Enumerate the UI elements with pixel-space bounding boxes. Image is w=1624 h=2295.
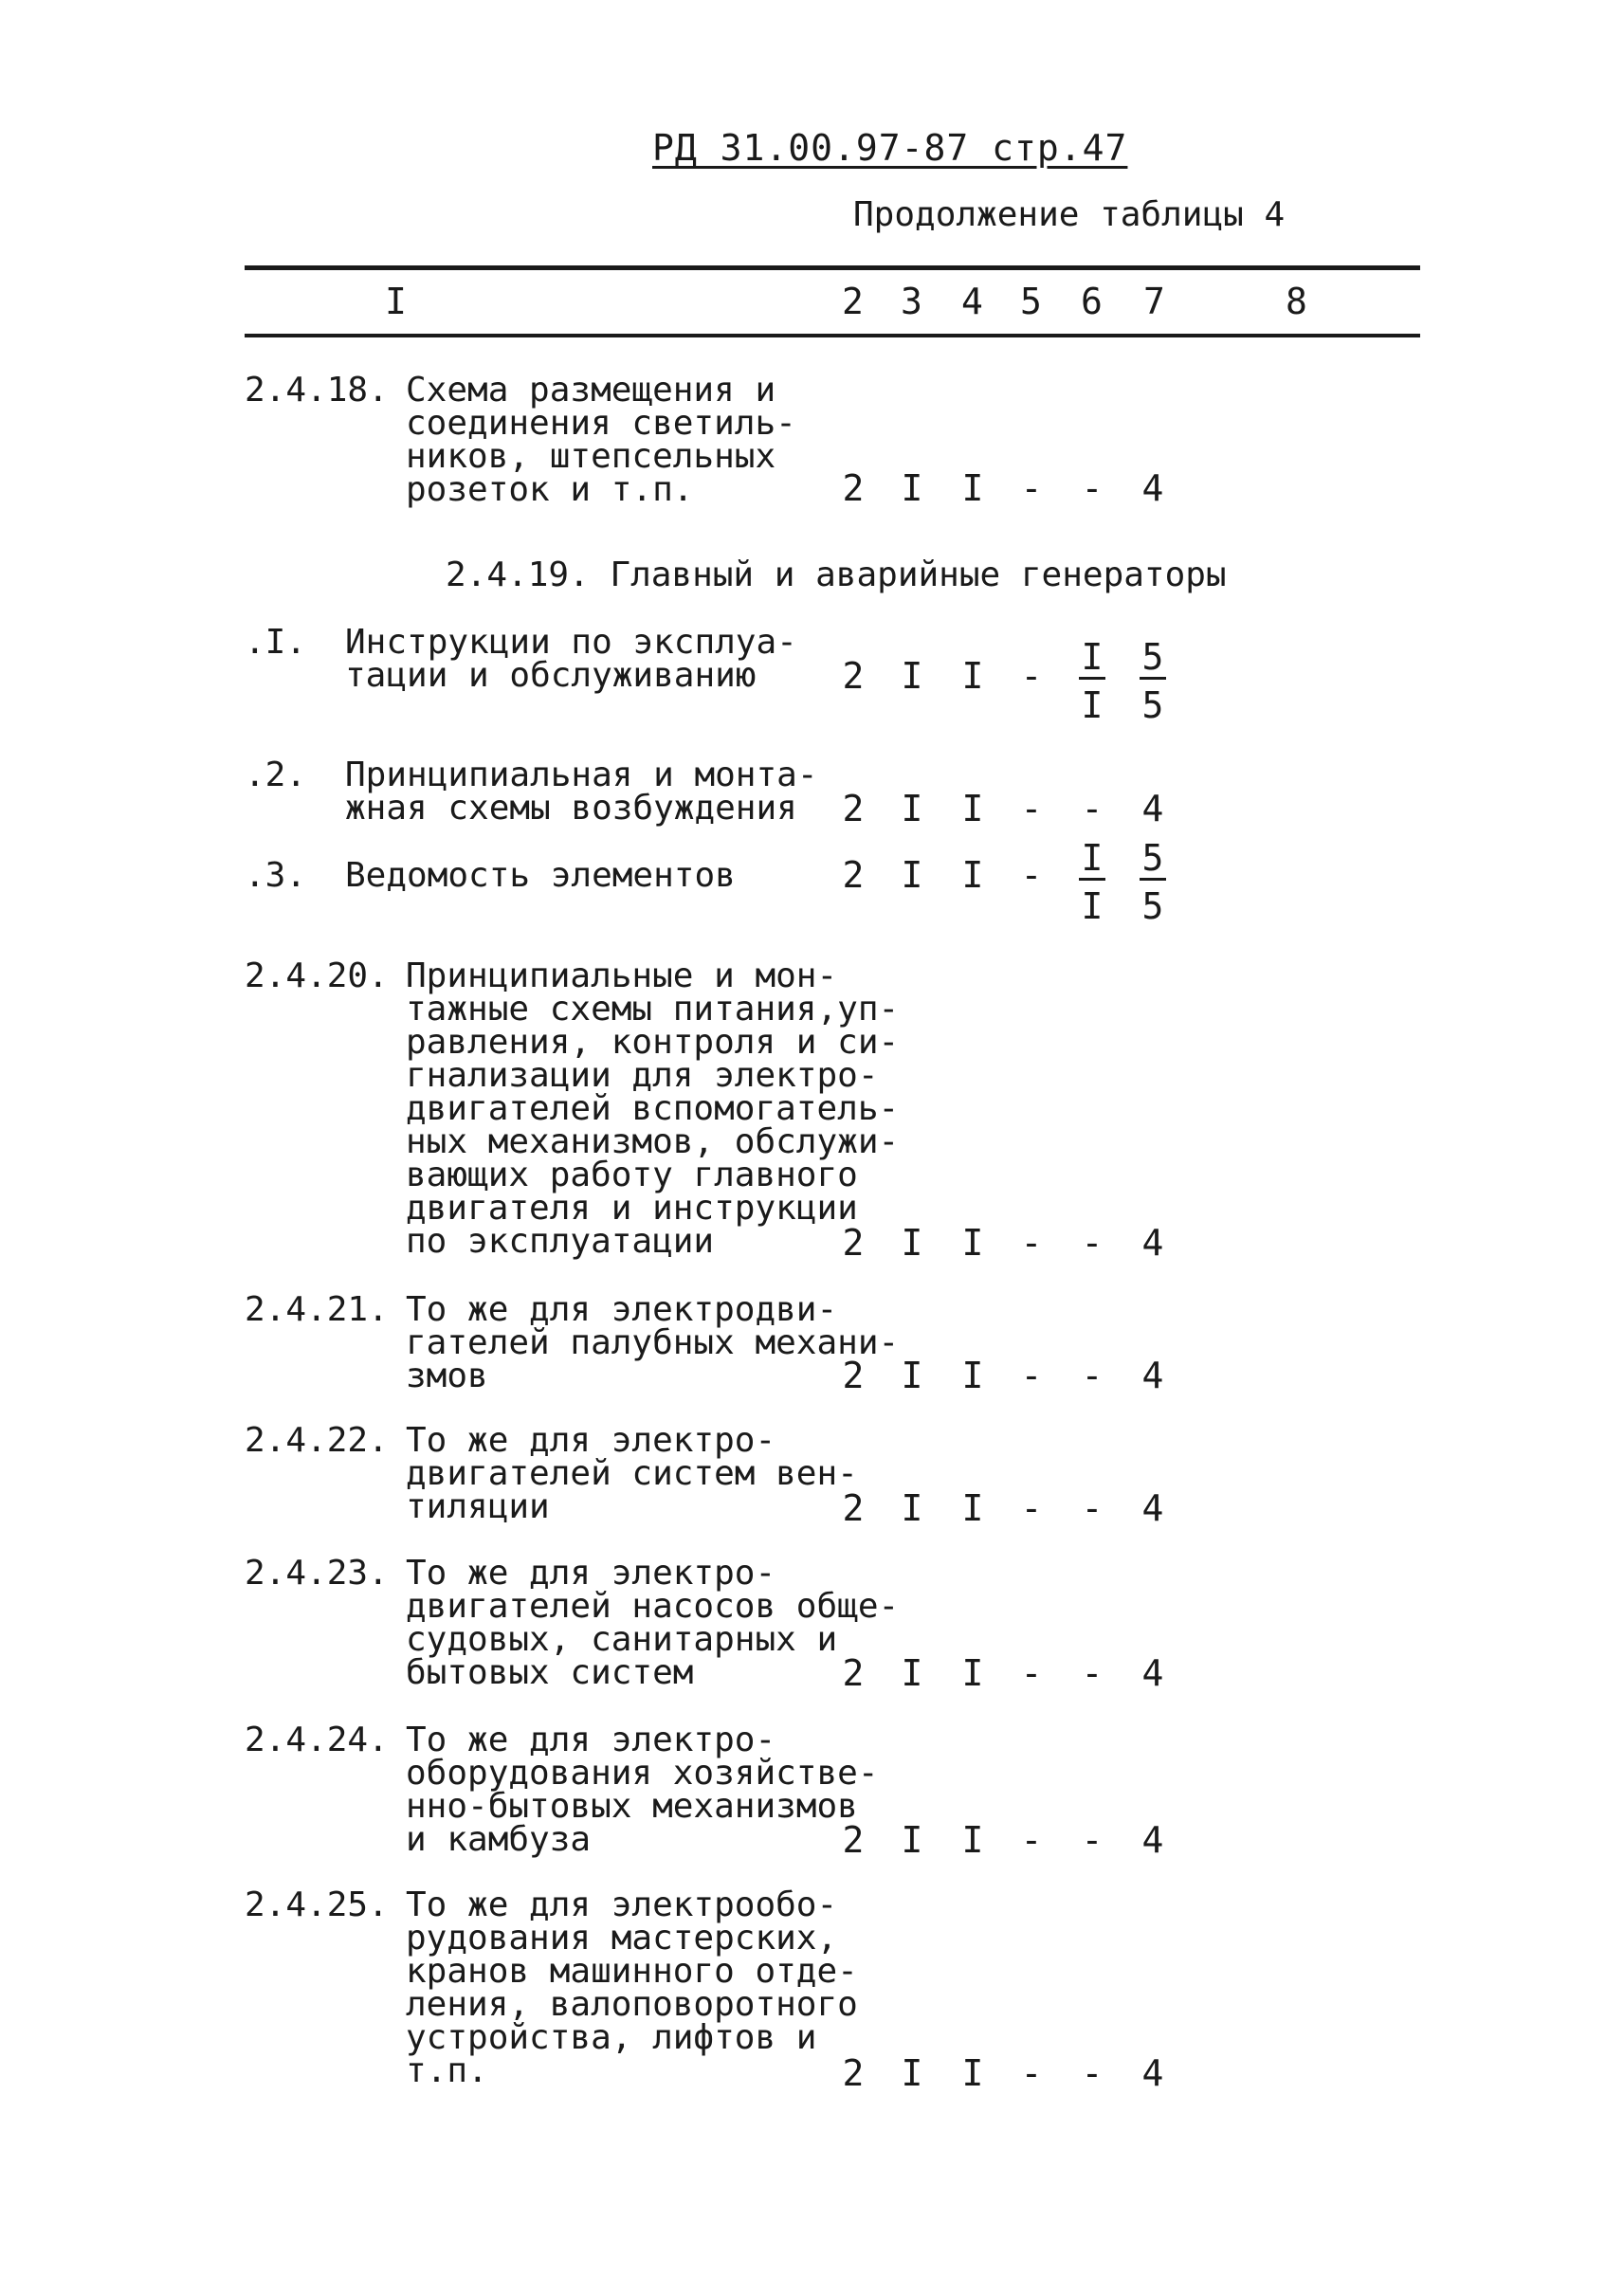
cell-col2: 2 [842,1487,865,1529]
fraction-denominator: I [1081,684,1104,726]
row-number: 2.4.22. [245,1421,389,1460]
cell-col3: I [901,1487,923,1529]
cell-col6: - [1081,467,1104,509]
cell-col7: 4 [1141,467,1164,509]
cell-col7-fraction [1134,636,1172,726]
row-number: 2.4.24. [245,1721,389,1759]
cell-col6: - [1081,1487,1104,1529]
cell-col7: 4 [1141,1652,1164,1694]
cell-col2: 2 [842,1222,865,1264]
column-header-5: 5 [1020,281,1042,322]
fraction-denominator: 5 [1141,684,1164,726]
cell-col4: I [961,1487,984,1529]
row-description: Ведомость элементов [345,856,736,895]
cell-col4: I [961,1222,984,1264]
column-header-3: 3 [901,281,922,322]
fraction-numerator: 5 [1140,840,1166,881]
cell-col4: I [961,655,984,697]
cell-col2: 2 [842,2052,865,2094]
row-number: 2.4.20. [245,956,389,995]
row-number: .3. [245,856,307,895]
row-description: Схема размещения и соединения светиль- ников, штепсельных розеток и т.п. [406,371,796,509]
row-description: То же для электрообо- рудования мастерских, кранов машинного отде- ления, валоповоротного устройства, лифтов и т.п. [406,1885,858,2090]
cell-col2: 2 [842,1819,865,1861]
cell-col7: 4 [1141,788,1164,829]
cell-col4: I [961,467,984,509]
cell-col6: - [1081,1355,1104,1396]
cell-col7: 4 [1141,1487,1164,1529]
cell-col4: I [961,1652,984,1694]
document-id: РД 31.00.97-87 стр.47 [652,127,1128,169]
cell-col4: I [961,1355,984,1396]
table-header-rule [245,334,1420,337]
cell-col2: 2 [842,854,865,896]
cell-col7: 4 [1141,2052,1164,2094]
cell-col3: I [901,467,923,509]
cell-col5: - [1020,2052,1043,2094]
column-header-6: 6 [1081,281,1103,322]
cell-col4: I [961,788,984,829]
cell-col5: - [1020,1222,1043,1264]
cell-col2: 2 [842,788,865,829]
row-number: 2.4.21. [245,1290,389,1329]
cell-col5: - [1020,1355,1043,1396]
row-number: 2.4.25. [245,1885,389,1924]
column-header-2: 2 [842,281,864,322]
cell-col7-fraction [1134,837,1172,927]
fraction-numerator: I [1079,840,1105,881]
cell-col4: I [961,1819,984,1861]
cell-col6: - [1081,2052,1104,2094]
cell-col3: I [901,1652,923,1694]
fraction-numerator: I [1079,639,1105,680]
cell-col3: I [901,788,923,829]
cell-col3: I [901,1222,923,1264]
cell-col3: I [901,854,923,896]
cell-col2: 2 [842,1355,865,1396]
cell-col5: - [1020,1652,1043,1694]
fraction-denominator: I [1081,885,1104,927]
table-continuation-label: Продолжение таблицы 4 [853,195,1286,234]
cell-col7: 4 [1141,1819,1164,1861]
row-description: То же для электро- двигателей насосов обще- судовых, санитарных и бытовых систем [406,1554,900,1692]
table-top-rule [245,265,1420,270]
cell-col4: I [961,854,984,896]
column-header-1: I [385,281,407,322]
cell-col6: - [1081,1652,1104,1694]
cell-col2: 2 [842,655,865,697]
cell-col6: - [1081,1222,1104,1264]
row-description: Принципиальная и монта- жная схемы возбуждения [345,756,818,828]
cell-col3: I [901,655,923,697]
fraction-denominator: 5 [1141,885,1164,927]
cell-col2: 2 [842,1652,865,1694]
cell-col6-fraction [1073,636,1111,726]
cell-col6: - [1081,1819,1104,1861]
cell-col5: - [1020,655,1043,697]
cell-col5: - [1020,854,1043,896]
cell-col2: 2 [842,467,865,509]
column-header-4: 4 [961,281,983,322]
row-description: То же для электро- двигателей систем вен- тиляции [406,1421,858,1526]
cell-col3: I [901,1819,923,1861]
cell-col4: I [961,2052,984,2094]
cell-col6: - [1081,788,1104,829]
cell-col5: - [1020,1819,1043,1861]
cell-col3: I [901,1355,923,1396]
row-number: .2. [245,756,307,794]
cell-col5: - [1020,788,1043,829]
cell-col6-fraction [1073,837,1111,927]
row-number: 2.4.18. [245,371,389,410]
row-description: Инструкции по эксплуа- тации и обслуживанию [345,623,797,695]
row-number: 2.4.23. [245,1554,389,1593]
cell-col7: 4 [1141,1222,1164,1264]
fraction-numerator: 5 [1140,639,1166,680]
row-number: .I. [245,623,307,662]
row-description: Принципиальные и мон- тажные схемы питания,уп- равления, контроля и си- гнализации для электро- двигателей вспомогатель- ных механизмов, обслужи- вающих работу главного двигателя и инструкции по эксплуатации [406,956,900,1261]
section-title: 2.4.19. Главный и аварийные генераторы [446,556,1227,594]
row-description: То же для электро- оборудования хозяйстве- нно-бытовых механизмов и камбуза [406,1721,879,1859]
column-header-7: 7 [1143,281,1165,322]
cell-col7: 4 [1141,1355,1164,1396]
column-header-8: 8 [1286,281,1307,322]
cell-col3: I [901,2052,923,2094]
cell-col5: - [1020,1487,1043,1529]
cell-col5: - [1020,467,1043,509]
row-description: То же для электродви- гателей палубных механи- змов [406,1290,900,1395]
